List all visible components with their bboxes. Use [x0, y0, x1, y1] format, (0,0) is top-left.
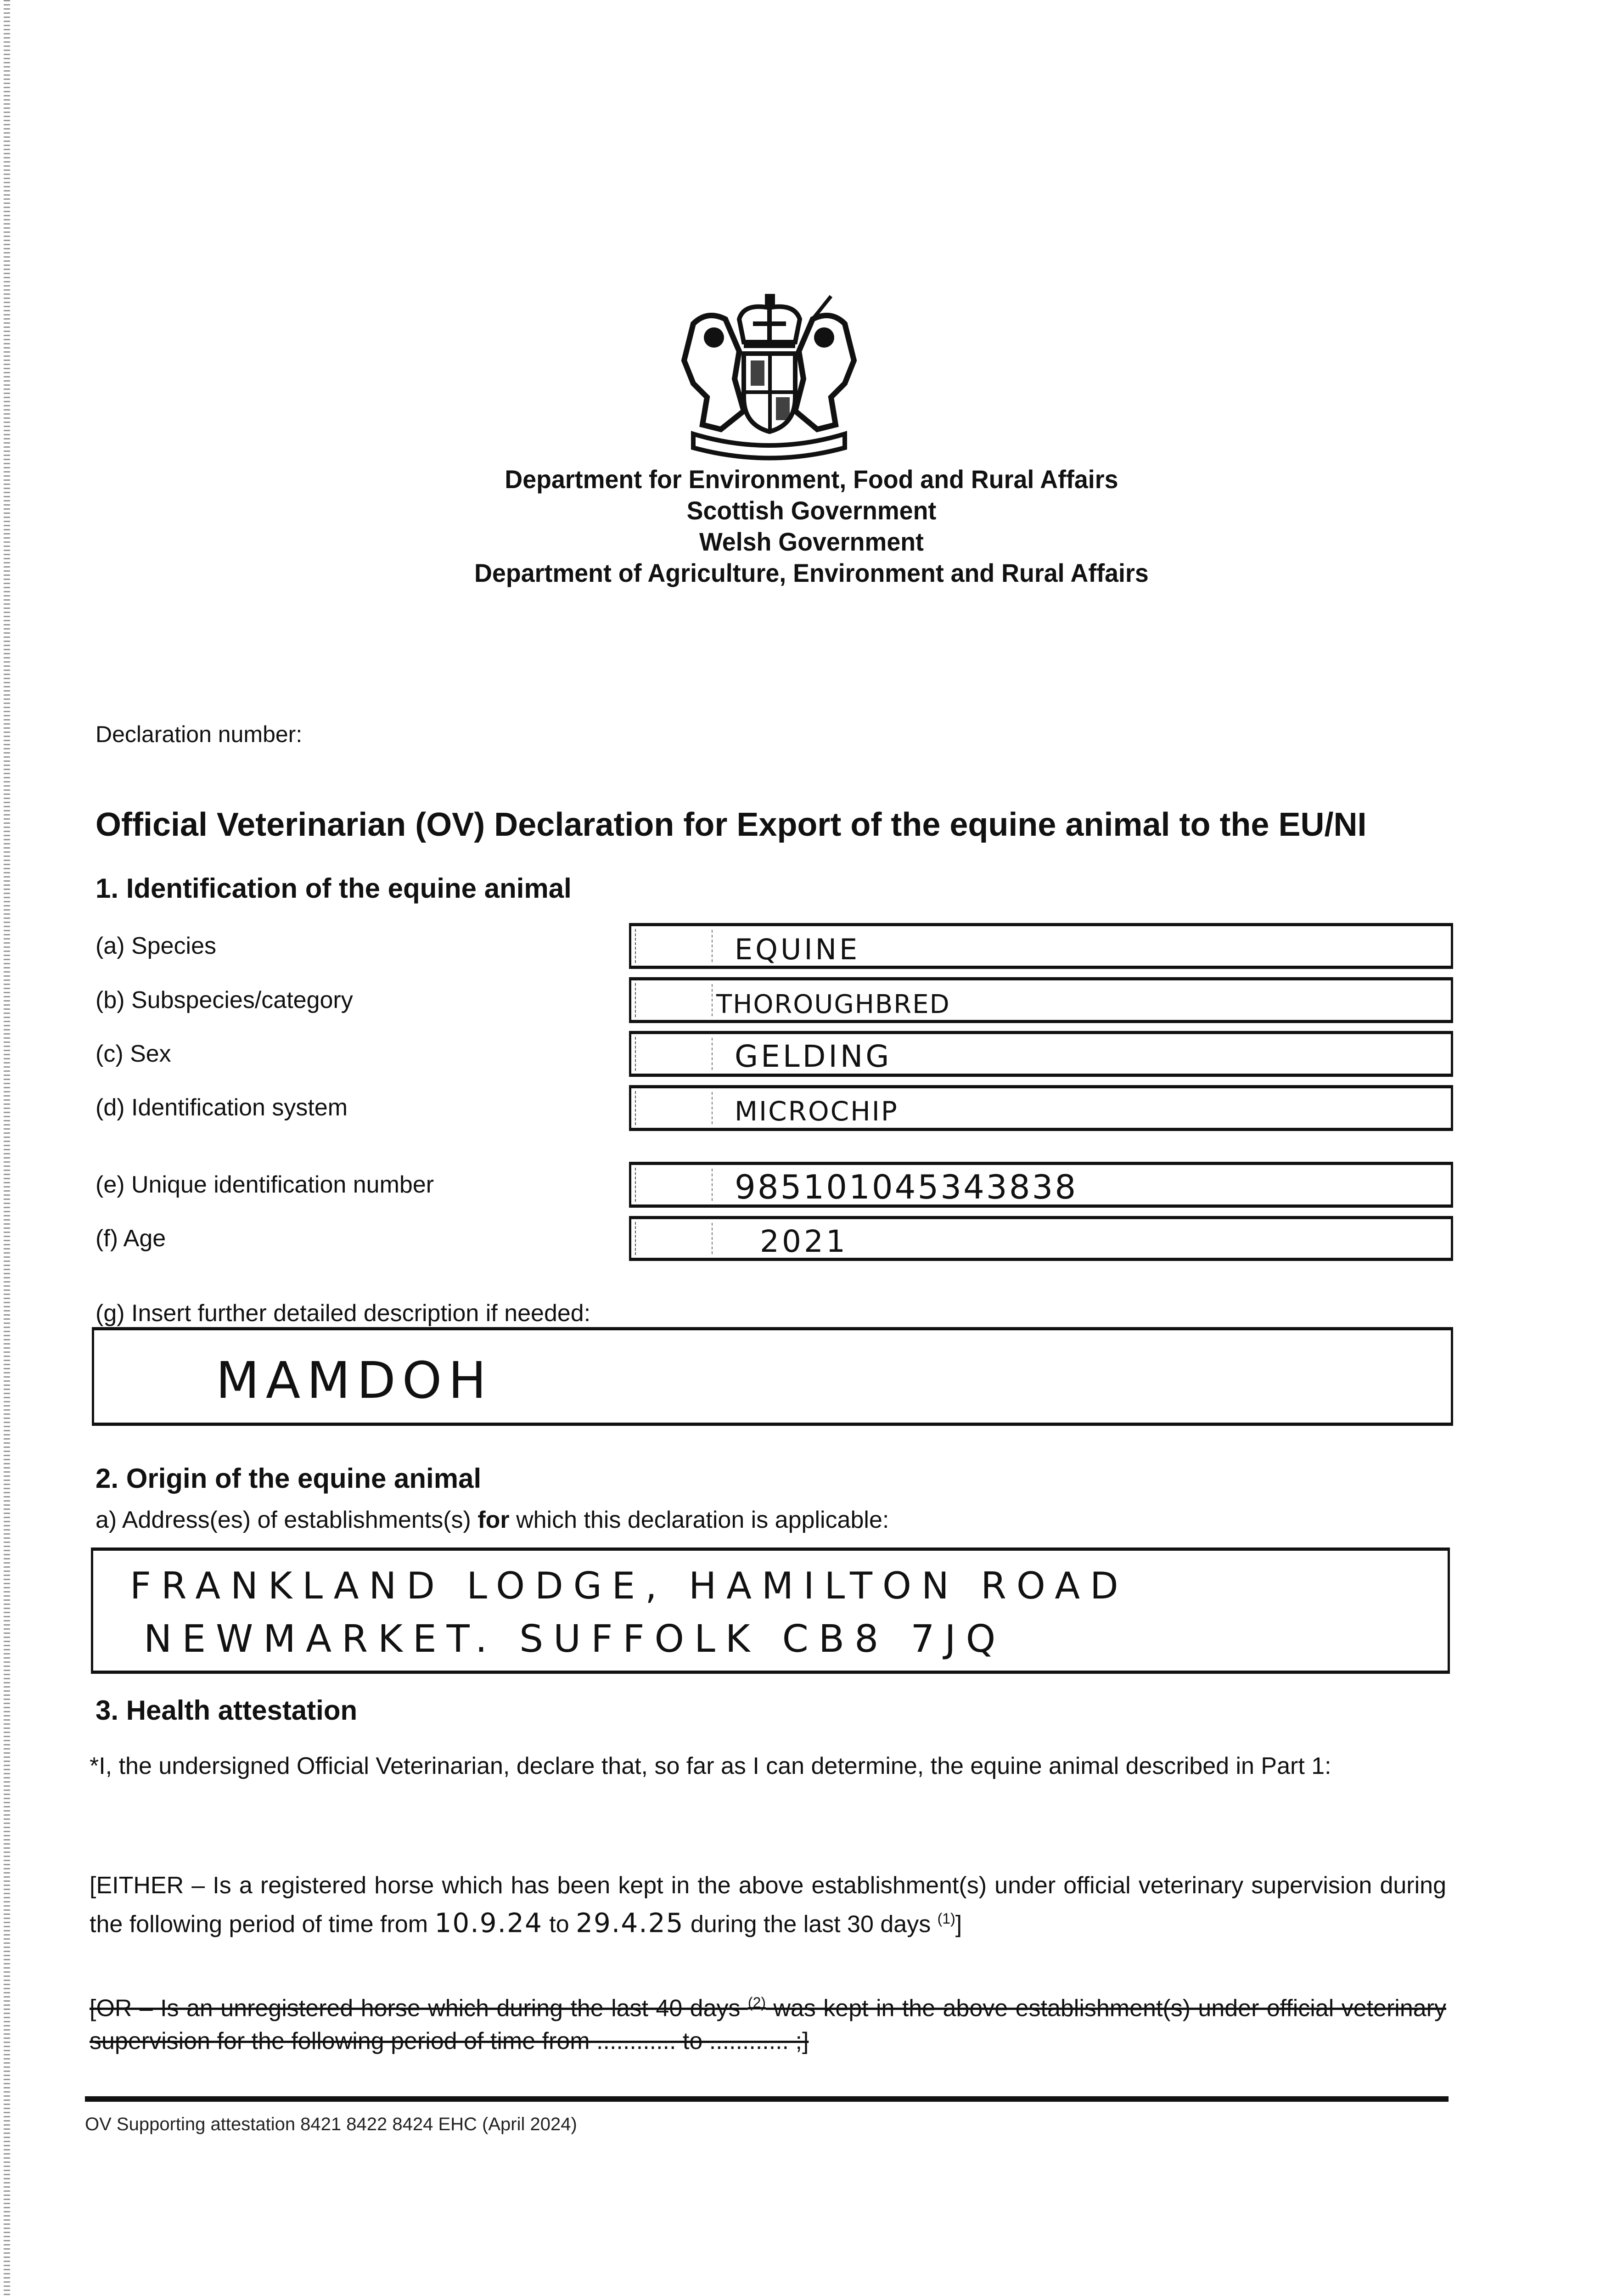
- address-label-text: a) Address(es) of establishments(s): [95, 1507, 478, 1533]
- unique-id-field[interactable]: [629, 1162, 1453, 1208]
- species-field[interactable]: [629, 923, 1453, 969]
- section1-heading: 1. Identification of the equine animal: [95, 873, 572, 904]
- sex-field[interactable]: [629, 1031, 1453, 1077]
- subspecies-label: (b) Subspecies/category: [95, 987, 353, 1013]
- subspecies-field[interactable]: [629, 977, 1453, 1023]
- subspecies-value: THOROUGHBRED: [716, 990, 950, 1019]
- supervision-to-date[interactable]: 29.4.25: [576, 1907, 684, 1939]
- description-value: MAMDOH: [216, 1351, 493, 1410]
- either-clause-tail: during the last 30 days: [684, 1911, 938, 1938]
- address-line-2: NEWMARKET. SUFFOLK CB8 7JQ: [144, 1617, 1006, 1661]
- or-clause-struck: [90, 1986, 1446, 2058]
- either-clause-text: [EITHER – Is a registered horse which has been kept in the above establishment(s) under official veterinary supervision during the following period of time from: [90, 1872, 1446, 1938]
- declaration-number-field[interactable]: [349, 719, 762, 746]
- age-field[interactable]: [629, 1216, 1453, 1261]
- address-label: [95, 1506, 889, 1534]
- species-value: EQUINE: [735, 933, 860, 966]
- either-clause: [90, 1869, 1446, 1941]
- royal-coat-of-arms-icon: [675, 292, 863, 457]
- age-label: (f) Age: [95, 1225, 166, 1252]
- department-scottish-government: Scottish Government: [686, 496, 937, 525]
- footnote-ref-2: (2): [747, 1994, 766, 2011]
- unique-id-label: (e) Unique identification number: [95, 1171, 434, 1198]
- section3-heading: 3. Health attestation: [95, 1695, 358, 1726]
- or-clause-tail: was kept in the above establishment(s) under official veterinary supervision for the following period of time from ............ to ............ ;]: [90, 1995, 1446, 2055]
- health-attestation-intro: *I, the undersigned Official Veterinarian, declare that, so far as I can determine, the equine animal described in Part 1:: [90, 1753, 1331, 1779]
- identification-system-value: MICROCHIP: [735, 1096, 899, 1127]
- either-clause-to: to: [542, 1911, 576, 1938]
- scan-edge-artifact: [4, 0, 10, 2296]
- department-defra: Department for Environment, Food and Rural Affairs: [505, 465, 1118, 494]
- either-clause-close: ]: [955, 1911, 962, 1938]
- identification-system-label: (d) Identification system: [95, 1094, 348, 1121]
- identification-system-field[interactable]: [629, 1085, 1453, 1131]
- age-value: 2021: [760, 1224, 848, 1259]
- supervision-from-date[interactable]: 10.9.24: [434, 1907, 543, 1939]
- footnote-ref-1: (1): [937, 1910, 955, 1927]
- footer-divider: [85, 2096, 1449, 2102]
- address-line-1: FRANKLAND LODGE, HAMILTON ROAD: [130, 1564, 1129, 1607]
- unique-id-value: 985101045343838: [735, 1168, 1078, 1206]
- issuing-departments: [33, 464, 1591, 589]
- address-label-text-end: which this declaration is applicable:: [509, 1507, 889, 1533]
- sex-label: (c) Sex: [95, 1041, 171, 1067]
- declaration-number-label: Declaration number:: [95, 721, 303, 747]
- species-label: (a) Species: [95, 933, 216, 959]
- or-clause-text: [OR – Is an unregistered horse which during the last 40 days: [90, 1995, 748, 2022]
- department-daera: Department of Agriculture, Environment and Rural Affairs: [474, 558, 1149, 587]
- footer-reference: OV Supporting attestation 8421 8422 8424 EHC (April 2024): [85, 2114, 577, 2134]
- document-title: Official Veterinarian (OV) Declaration for Export of the equine animal to the EU/NI: [95, 806, 1367, 843]
- address-label-bold: for: [477, 1507, 510, 1533]
- sex-value: GELDING: [735, 1039, 892, 1074]
- department-welsh-government: Welsh Government: [699, 527, 924, 556]
- section2-heading: 2. Origin of the equine animal: [95, 1463, 482, 1494]
- description-label: (g) Insert further detailed description if needed:: [95, 1300, 591, 1327]
- address-field[interactable]: [91, 1548, 1450, 1674]
- description-field[interactable]: [92, 1327, 1453, 1426]
